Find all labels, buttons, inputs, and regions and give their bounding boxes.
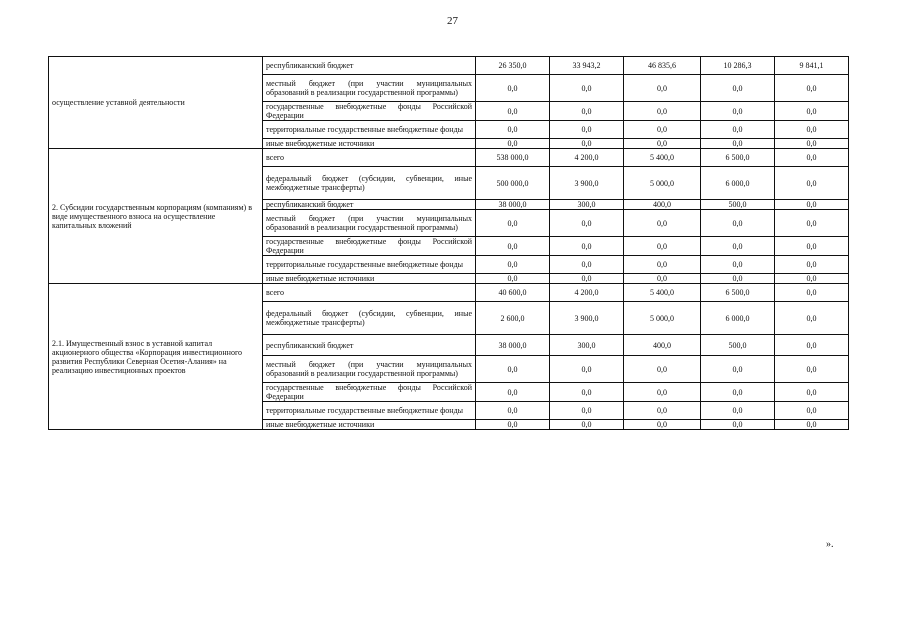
- value-cell: 0,0: [550, 75, 624, 102]
- value-cell: 10 286,3: [701, 57, 775, 75]
- value-cell: 0,0: [775, 420, 849, 430]
- value-cell: 38 000,0: [476, 335, 550, 356]
- value-cell: 300,0: [550, 200, 624, 210]
- funding-source: государственные внебюджетные фонды Российской Федерации: [263, 102, 476, 121]
- value-cell: 0,0: [624, 256, 701, 274]
- value-cell: 0,0: [775, 274, 849, 284]
- value-cell: 0,0: [550, 139, 624, 149]
- value-cell: 0,0: [701, 420, 775, 430]
- value-cell: 0,0: [775, 284, 849, 302]
- value-cell: 0,0: [701, 256, 775, 274]
- funding-source: местный бюджет (при участии муниципальных образований в реализации государственной программы): [263, 210, 476, 237]
- value-cell: 9 841,1: [775, 57, 849, 75]
- value-cell: 0,0: [550, 420, 624, 430]
- value-cell: 3 900,0: [550, 167, 624, 200]
- budget-table-body: [49, 57, 849, 430]
- funding-source: территориальные государственные внебюджетные фонды: [263, 256, 476, 274]
- value-cell: 0,0: [476, 274, 550, 284]
- funding-source: федеральный бюджет (субсидии, субвенции, иные межбюджетные трансферты): [263, 167, 476, 200]
- value-cell: 0,0: [624, 121, 701, 139]
- value-cell: 0,0: [775, 383, 849, 402]
- value-cell: 0,0: [476, 256, 550, 274]
- page-number: 27: [447, 15, 458, 27]
- funding-source: республиканский бюджет: [263, 200, 476, 210]
- funding-source: всего: [263, 149, 476, 167]
- funding-source: иные внебюджетные источники: [263, 420, 476, 430]
- value-cell: 0,0: [775, 237, 849, 256]
- value-cell: 300,0: [550, 335, 624, 356]
- value-cell: 0,0: [701, 121, 775, 139]
- funding-source: территориальные государственные внебюджетные фонды: [263, 121, 476, 139]
- value-cell: 4 200,0: [550, 149, 624, 167]
- value-cell: 5 000,0: [624, 302, 701, 335]
- funding-source: всего: [263, 284, 476, 302]
- value-cell: 0,0: [775, 149, 849, 167]
- value-cell: 6 000,0: [701, 302, 775, 335]
- value-cell: 0,0: [701, 102, 775, 121]
- value-cell: 0,0: [476, 420, 550, 430]
- table-row: [49, 284, 849, 302]
- value-cell: 38 000,0: [476, 200, 550, 210]
- value-cell: 0,0: [775, 335, 849, 356]
- value-cell: 538 000,0: [476, 149, 550, 167]
- value-cell: 0,0: [701, 139, 775, 149]
- value-cell: 4 200,0: [550, 284, 624, 302]
- value-cell: 0,0: [476, 75, 550, 102]
- value-cell: 0,0: [624, 139, 701, 149]
- funding-source: территориальные государственные внебюджетные фонды: [263, 402, 476, 420]
- value-cell: 0,0: [701, 274, 775, 284]
- value-cell: 0,0: [775, 402, 849, 420]
- value-cell: 0,0: [775, 210, 849, 237]
- value-cell: 0,0: [476, 402, 550, 420]
- section-title: 2. Субсидии государственным корпорациям (компаниям) в виде имущественного взноса на осуществление капитальных вложений: [49, 149, 263, 284]
- value-cell: 0,0: [624, 102, 701, 121]
- value-cell: 0,0: [476, 237, 550, 256]
- value-cell: 0,0: [701, 356, 775, 383]
- value-cell: 0,0: [701, 210, 775, 237]
- value-cell: 0,0: [624, 356, 701, 383]
- value-cell: 0,0: [550, 383, 624, 402]
- funding-source: местный бюджет (при участии муниципальных образований в реализации государственной программы): [263, 75, 476, 102]
- value-cell: 500 000,0: [476, 167, 550, 200]
- value-cell: 0,0: [550, 402, 624, 420]
- value-cell: 3 900,0: [550, 302, 624, 335]
- value-cell: 0,0: [624, 402, 701, 420]
- value-cell: 500,0: [701, 200, 775, 210]
- value-cell: 40 600,0: [476, 284, 550, 302]
- value-cell: 0,0: [701, 402, 775, 420]
- value-cell: 0,0: [624, 210, 701, 237]
- value-cell: 0,0: [775, 167, 849, 200]
- funding-source: федеральный бюджет (субсидии, субвенции, иные межбюджетные трансферты): [263, 302, 476, 335]
- value-cell: 0,0: [476, 139, 550, 149]
- value-cell: 0,0: [550, 274, 624, 284]
- value-cell: 0,0: [775, 102, 849, 121]
- value-cell: 0,0: [775, 121, 849, 139]
- value-cell: 0,0: [476, 210, 550, 237]
- value-cell: 0,0: [550, 237, 624, 256]
- value-cell: 6 500,0: [701, 284, 775, 302]
- funding-source: республиканский бюджет: [263, 335, 476, 356]
- value-cell: 0,0: [476, 121, 550, 139]
- value-cell: 0,0: [476, 102, 550, 121]
- value-cell: 0,0: [550, 356, 624, 383]
- value-cell: 0,0: [624, 274, 701, 284]
- value-cell: 6 000,0: [701, 167, 775, 200]
- value-cell: 0,0: [624, 237, 701, 256]
- funding-source: государственные внебюджетные фонды Российской Федерации: [263, 383, 476, 402]
- value-cell: 5 000,0: [624, 167, 701, 200]
- closing-quote: ».: [826, 539, 834, 550]
- budget-table: [48, 56, 849, 430]
- value-cell: 500,0: [701, 335, 775, 356]
- value-cell: 0,0: [550, 210, 624, 237]
- value-cell: 0,0: [701, 75, 775, 102]
- value-cell: 2 600,0: [476, 302, 550, 335]
- section-title: 2.1. Имущественный взнос в уставной капитал акционерного общества «Корпорация инвестиционного развития Республики Северная Осетия-Алания» на реализацию инвестиционных проектов: [49, 284, 263, 430]
- funding-source: местный бюджет (при участии муниципальных образований в реализации государственной программы): [263, 356, 476, 383]
- funding-source: государственные внебюджетные фонды Российской Федерации: [263, 237, 476, 256]
- value-cell: 0,0: [624, 420, 701, 430]
- value-cell: 0,0: [476, 383, 550, 402]
- value-cell: 0,0: [624, 75, 701, 102]
- value-cell: 46 835,6: [624, 57, 701, 75]
- value-cell: 0,0: [476, 356, 550, 383]
- value-cell: 0,0: [775, 256, 849, 274]
- table-row: [49, 149, 849, 167]
- value-cell: 6 500,0: [701, 149, 775, 167]
- value-cell: 0,0: [624, 383, 701, 402]
- value-cell: 0,0: [775, 356, 849, 383]
- value-cell: 0,0: [775, 302, 849, 335]
- value-cell: 33 943,2: [550, 57, 624, 75]
- value-cell: 5 400,0: [624, 149, 701, 167]
- funding-source: иные внебюджетные источники: [263, 274, 476, 284]
- value-cell: 400,0: [624, 200, 701, 210]
- value-cell: 5 400,0: [624, 284, 701, 302]
- table-row: [49, 57, 849, 75]
- value-cell: 0,0: [775, 139, 849, 149]
- section-title: осуществление уставной деятельности: [49, 57, 263, 149]
- value-cell: 400,0: [624, 335, 701, 356]
- funding-source: республиканский бюджет: [263, 57, 476, 75]
- value-cell: 0,0: [701, 237, 775, 256]
- value-cell: 0,0: [775, 200, 849, 210]
- value-cell: 0,0: [775, 75, 849, 102]
- value-cell: 0,0: [701, 383, 775, 402]
- value-cell: 0,0: [550, 256, 624, 274]
- value-cell: 0,0: [550, 121, 624, 139]
- value-cell: 0,0: [550, 102, 624, 121]
- funding-source: иные внебюджетные источники: [263, 139, 476, 149]
- value-cell: 26 350,0: [476, 57, 550, 75]
